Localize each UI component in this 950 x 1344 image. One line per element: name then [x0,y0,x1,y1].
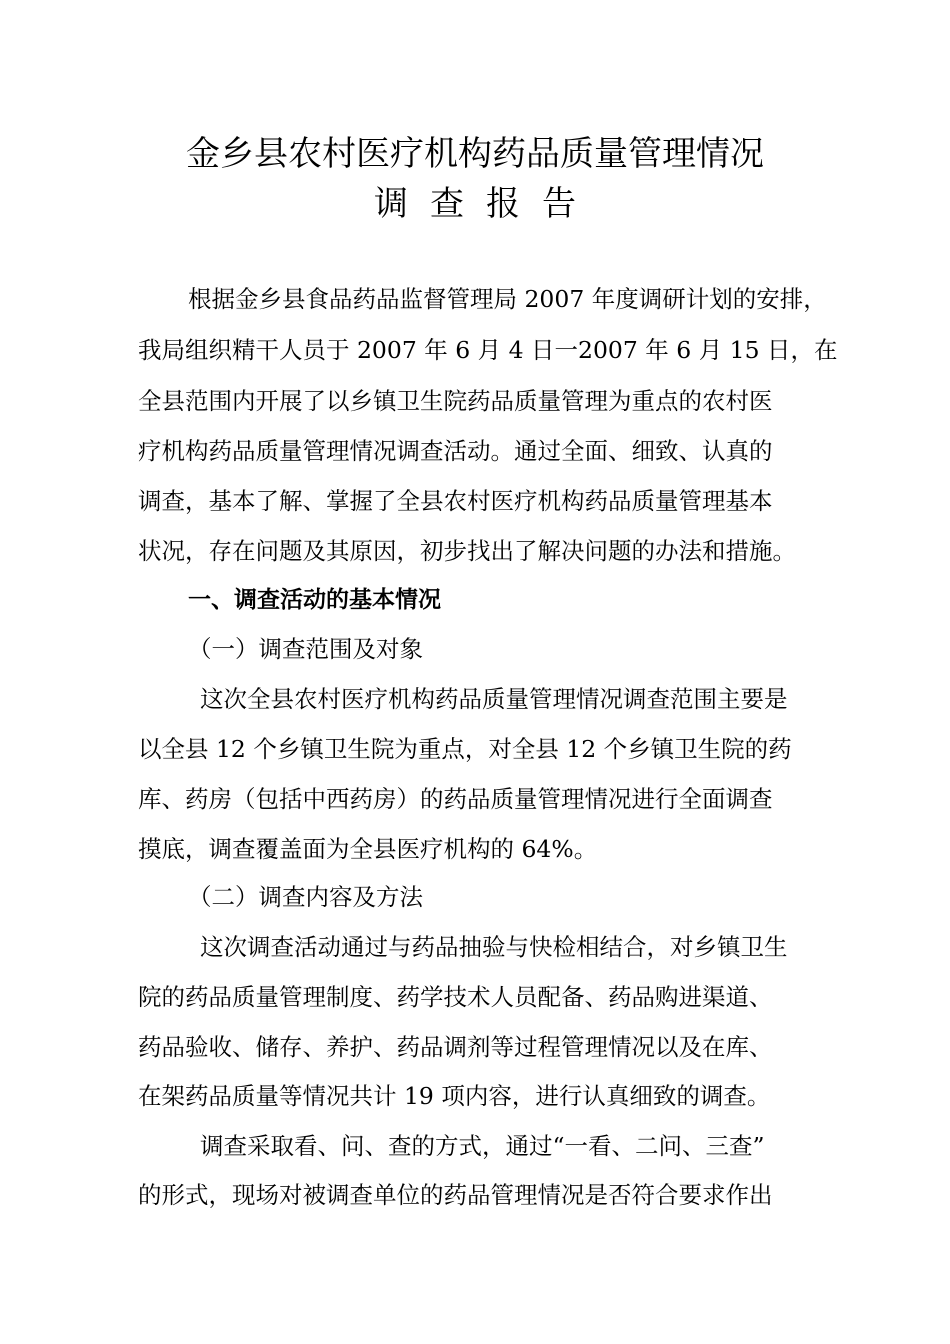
paragraph-line: 这次全县农村医疗机构药品质量管理情况调查范围主要是 [200,685,788,713]
subsection-heading: （二）调查内容及方法 [188,883,423,911]
paragraph-line: 我局组织精干人员于 2007 年 6 月 4 日一2007 年 6 月 15 日，在 [138,336,838,364]
paragraph-line: 摸底，调查覆盖面为全县医疗机构的 64%。 [138,835,598,863]
paragraph-line: 调查采取看、问、查的方式，通过“一看、二问、三查” [200,1132,765,1160]
paragraph-line: 根据金乡县食品药品监督管理局 2007 年度调研计划的安排， [188,285,827,313]
paragraph-line: 院的药品质量管理制度、药学技术人员配备、药品购进渠道、 [138,983,773,1011]
paragraph-line: 的形式，现场对被调查单位的药品管理情况是否符合要求作出 [138,1181,773,1209]
subsection-heading: （一）调查范围及对象 [188,635,423,663]
paragraph-line: 在架药品质量等情况共计 19 项内容，进行认真细致的调查。 [138,1082,771,1110]
paragraph-line: 药品验收、储存、养护、药品调剂等过程管理情况以及在库、 [138,1033,773,1061]
paragraph-line: 疗机构药品质量管理情况调查活动。通过全面、细致、认真的 [138,437,773,465]
paragraph-line: 全县范围内开展了以乡镇卫生院药品质量管理为重点的农村医 [138,387,773,415]
paragraph-line: 状况，存在问题及其原因，初步找出了解决问题的办法和措施。 [138,537,796,565]
paragraph-line: 以全县 12 个乡镇卫生院为重点，对全县 12 个乡镇卫生院的药 [138,735,792,763]
document-title-line-1: 金乡县农村医疗机构药品质量管理情况 [186,134,764,174]
paragraph-line: 这次调查活动通过与药品抽验与快检相结合，对乡镇卫生 [200,933,788,961]
section-heading: 一、调查活动的基本情况 [188,587,441,613]
paragraph-line: 库、药房（包括中西药房）的药品质量管理情况进行全面调查 [138,785,773,813]
document-title-line-2: 调查报告 [374,184,598,224]
paragraph-line: 调查，基本了解、掌握了全县农村医疗机构药品质量管理基本 [138,487,773,515]
